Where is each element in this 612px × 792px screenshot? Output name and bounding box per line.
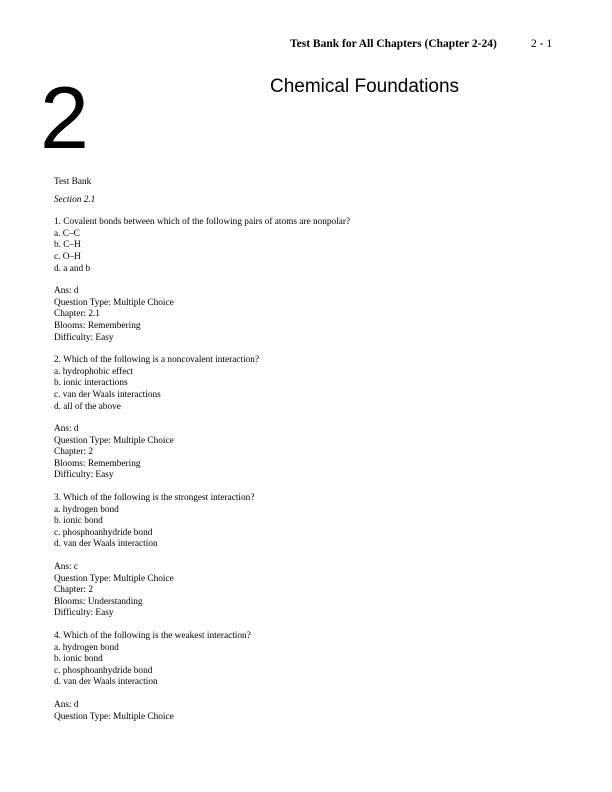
answer-option: d. a and b: [54, 263, 91, 274]
chapter-title: Chemical Foundations: [270, 76, 460, 97]
document-body: [54, 177, 574, 734]
answer-option: a. C–C: [54, 228, 80, 239]
question-blooms: Blooms: Understanding: [54, 596, 143, 607]
answer-option: a. hydrophobic effect: [54, 366, 134, 377]
test-bank-label: Test Bank: [54, 177, 92, 187]
question-chapter: Chapter: 2.1: [54, 309, 100, 320]
question-4: [54, 631, 574, 723]
question-difficulty: Difficulty: Easy: [54, 332, 114, 343]
question-1: [54, 217, 574, 344]
answer-key: Ans: c: [54, 562, 79, 573]
header-title: Test Bank for All Chapters (Chapter 2-24): [290, 38, 497, 50]
answer-key: Ans: d: [54, 699, 79, 710]
question-block: [54, 217, 574, 275]
question-stem: 4. Which of the following is the weakest interaction?: [54, 631, 251, 641]
question-type: Question Type: Multiple Choice: [54, 297, 174, 308]
answer-metadata: [54, 700, 574, 723]
question-blooms: Blooms: Remembering: [54, 458, 141, 469]
answer-option: d. van der Waals interaction: [54, 539, 158, 550]
section-heading: Section 2.1: [54, 194, 96, 205]
question-stem: 2. Which of the following is a noncovalent interaction?: [54, 355, 260, 366]
answer-metadata: [54, 562, 574, 620]
question-block: [54, 631, 574, 689]
question-2: [54, 355, 574, 482]
page-number: 2 - 1: [531, 38, 553, 50]
answer-key: Ans: d: [54, 286, 79, 297]
chapter-number: 2: [40, 68, 89, 167]
question-chapter: Chapter: 2: [54, 585, 93, 596]
answer-option: d. all of the above: [54, 401, 121, 412]
question-type: Question Type: Multiple Choice: [54, 435, 174, 446]
answer-option: c. van der Waals interactions: [54, 389, 161, 400]
question-stem: 1. Covalent bonds between which of the following pairs of atoms are nonpolar?: [54, 217, 351, 228]
question-stem: 3. Which of the following is the strongest interaction?: [54, 493, 255, 504]
answer-option: a. hydrogen bond: [54, 504, 119, 515]
question-type: Question Type: Multiple Choice: [54, 573, 174, 584]
question-difficulty: Difficulty: Easy: [54, 608, 114, 619]
question-blooms: Blooms: Remembering: [54, 320, 141, 331]
answer-option: c. O–H: [54, 251, 81, 262]
answer-option: b. ionic bond: [54, 516, 103, 527]
answer-metadata: [54, 286, 574, 344]
answer-option: a. hydrogen bond: [54, 642, 119, 653]
question-block: [54, 355, 574, 413]
answer-option: d. van der Waals interaction: [54, 677, 158, 688]
question-chapter: Chapter: 2: [54, 447, 93, 458]
question-difficulty: Difficulty: Easy: [54, 470, 114, 481]
answer-option: c. phosphoanhydride bond: [54, 665, 153, 676]
answer-option: b. ionic bond: [54, 654, 103, 665]
answer-option: b. C–H: [54, 240, 81, 251]
answer-option: b. ionic interactions: [54, 378, 128, 389]
answer-key: Ans: d: [54, 424, 79, 435]
question-3: [54, 493, 574, 620]
question-block: [54, 493, 574, 551]
answer-metadata: [54, 424, 574, 482]
question-type: Question Type: Multiple Choice: [54, 711, 174, 722]
answer-option: c. phosphoanhydride bond: [54, 527, 153, 538]
